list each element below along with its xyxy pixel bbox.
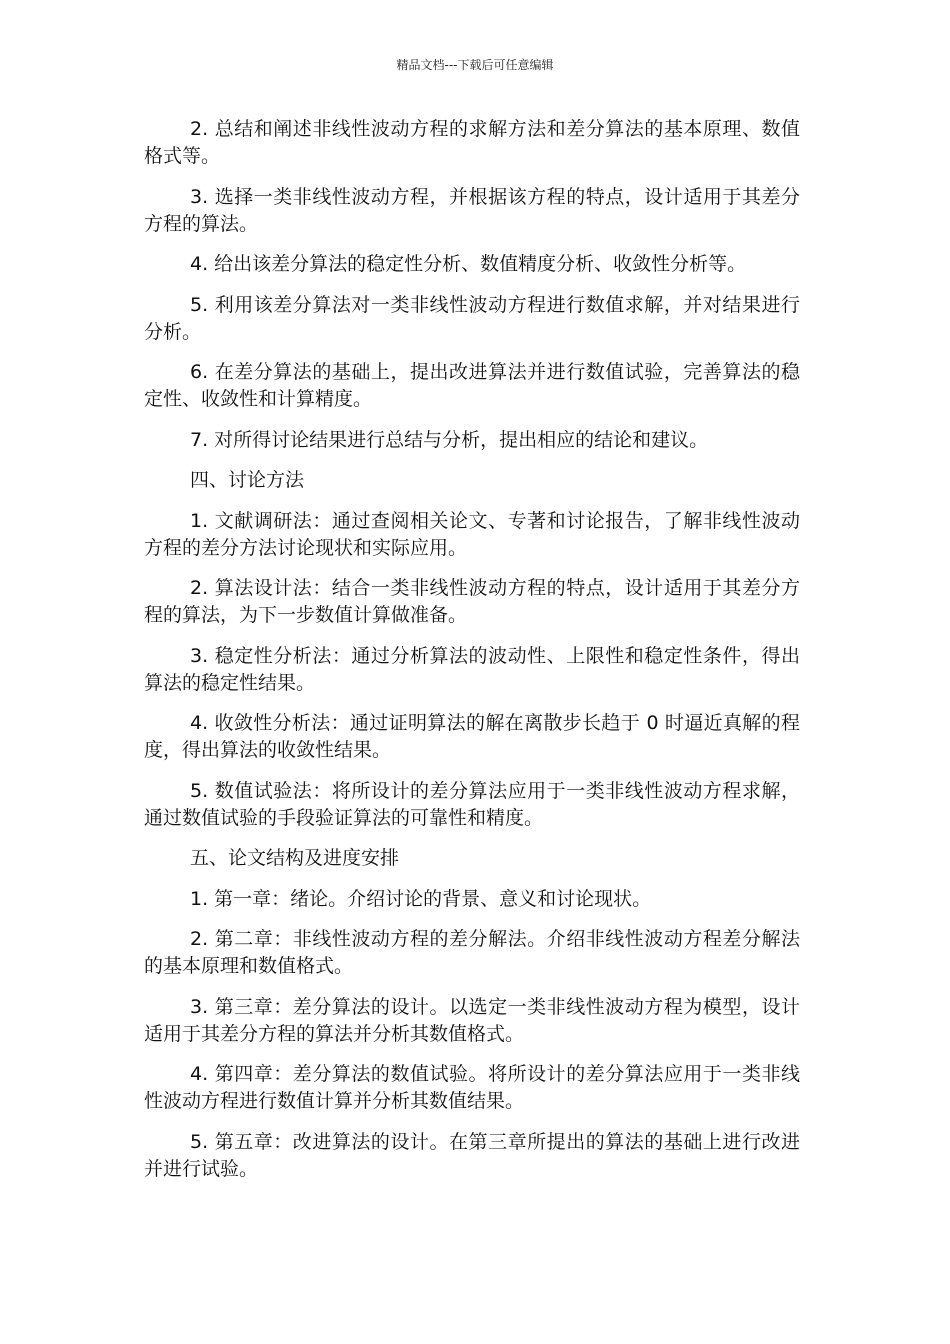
paragraph-objective-3: 3. 选择一类非线性波动方程，并根据该方程的特点，设计适用于其差分方程的算法。: [144, 185, 800, 235]
paragraph-chapter-3: 3. 第三章：差分算法的设计。以选定一类非线性波动方程为模型，设计适用于其差分方程的算法并分析其数值格式。: [144, 995, 800, 1045]
document-body: [144, 116, 800, 1196]
paragraph-chapter-5: 5. 第五章：改进算法的设计。在第三章所提出的算法的基础上进行改进并进行试验。: [144, 1130, 800, 1180]
paragraph-objective-7: 7. 对所得讨论结果进行总结与分析，提出相应的结论和建议。: [190, 428, 709, 451]
paragraph-chapter-2: 2. 第二章：非线性波动方程的差分解法。介绍非线性波动方程差分解法的基本原理和数值格式。: [144, 928, 800, 977]
paragraph-method-2: 2. 算法设计法：结合一类非线性波动方程的特点，设计适用于其差分方程的算法，为下一步数值计算做准备。: [144, 577, 800, 626]
paragraph-method-3: 3. 稳定性分析法：通过分析算法的波动性、上限性和稳定性条件，得出算法的稳定性结果。: [144, 644, 800, 694]
paragraph-method-5: 5. 数值试验法：将所设计的差分算法应用于一类非线性波动方程求解，通过数值试验的手段验证算法的可靠性和精度。: [144, 779, 800, 829]
paragraph-objective-4: 4. 给出该差分算法的稳定性分析、数值精度分析、收敛性分析等。: [190, 253, 747, 275]
section-heading-structure: 五、论文结构及进度安排: [190, 847, 400, 869]
paragraph-objective-2: 2. 总结和阐述非线性波动方程的求解方法和差分算法的基本原理、数值格式等。: [144, 118, 800, 167]
page-header-watermark: 精品文档---下载后可任意编辑: [396, 58, 554, 72]
paragraph-method-4: 4. 收敛性分析法：通过证明算法的解在离散步长趋于 0 时逼近真解的程度，得出算法的收敛性结果。: [144, 712, 800, 761]
paragraph-method-1: 1. 文献调研法：通过查阅相关论文、专著和讨论报告，了解非线性波动方程的差分方法讨论现状和实际应用。: [144, 509, 800, 559]
paragraph-objective-6: 6. 在差分算法的基础上，提出改进算法并进行数值试验，完善算法的稳定性、收敛性和计算精度。: [144, 361, 800, 410]
paragraph-objective-5: 5. 利用该差分算法对一类非线性波动方程进行数值求解，并对结果进行分析。: [144, 293, 800, 343]
section-heading-methods: 四、讨论方法: [190, 469, 305, 491]
paragraph-chapter-1: 1. 第一章：绪论。介绍讨论的背景、意义和讨论现状。: [190, 887, 652, 910]
paragraph-chapter-4: 4. 第四章：差分算法的数值试验。将所设计的差分算法应用于一类非线性波动方程进行数值计算并分析其数值结果。: [144, 1063, 800, 1112]
